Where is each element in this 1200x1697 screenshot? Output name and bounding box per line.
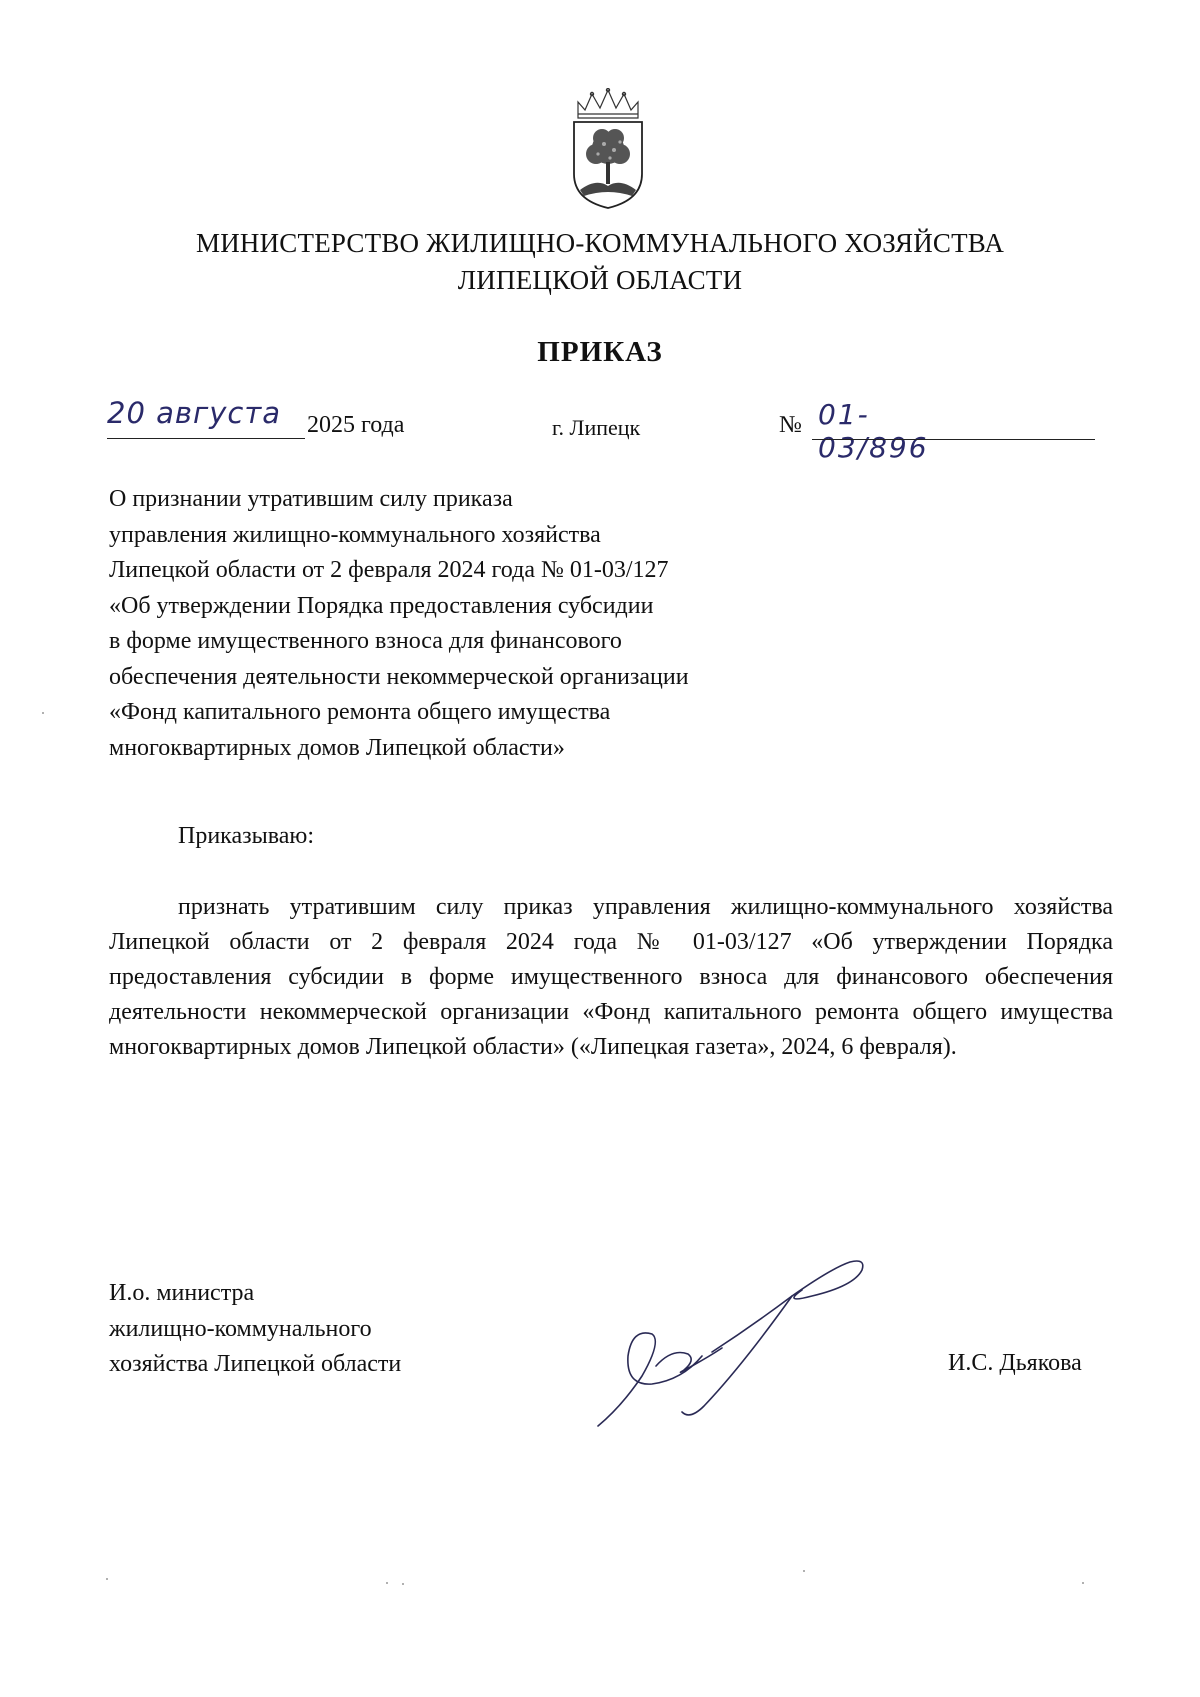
number-underline bbox=[812, 439, 1095, 440]
document-type-title: ПРИКАЗ bbox=[537, 336, 663, 368]
subject-line: Липецкой области от 2 февраля 2024 года № 01-03/127 bbox=[109, 557, 669, 583]
date-underline bbox=[107, 438, 305, 439]
number-label: № bbox=[779, 412, 802, 438]
date-year: 2025 года bbox=[307, 412, 405, 438]
subject-line: «Фонд капитального ремонта общего имущества bbox=[109, 699, 611, 725]
scan-speck bbox=[106, 1578, 108, 1580]
subject-line: многоквартирных домов Липецкой области» bbox=[109, 734, 565, 761]
order-directive-word: Приказываю: bbox=[178, 823, 314, 849]
scan-speck bbox=[402, 1583, 404, 1585]
scan-speck bbox=[803, 1570, 805, 1572]
city-name: г. Липецк bbox=[552, 415, 641, 440]
scan-speck bbox=[42, 712, 44, 714]
position-line: хозяйства Липецкой области bbox=[109, 1351, 402, 1377]
subject-line: обеспечения деятельности некоммерческой организации bbox=[109, 663, 689, 690]
handwritten-order-number: 01-03/896 bbox=[818, 398, 929, 464]
subject-line: О признании утратившим силу приказа bbox=[109, 486, 513, 512]
subject-line: в форме имущественного взноса для финансового bbox=[109, 628, 622, 654]
position-line: И.о. министра bbox=[109, 1280, 255, 1306]
lipetsk-coat-of-arms-icon bbox=[568, 88, 648, 212]
scan-speck bbox=[386, 1582, 388, 1584]
signer-name: И.С. Дьякова bbox=[948, 1350, 1082, 1376]
order-subject bbox=[109, 482, 829, 766]
ministry-name-line-1: МИНИСТЕРСТВО ЖИЛИЩНО-КОММУНАЛЬНОГО ХОЗЯЙСТВА bbox=[195, 228, 1005, 258]
scan-speck bbox=[1082, 1582, 1084, 1584]
subject-line: «Об утверждении Порядка предоставления субсидии bbox=[109, 592, 654, 619]
signatory-position bbox=[109, 1276, 529, 1383]
ministry-name-line-2: ЛИПЕЦКОЙ ОБЛАСТИ bbox=[457, 265, 743, 295]
handwritten-signature-icon bbox=[592, 1256, 912, 1432]
order-body-paragraph: признать утратившим силу приказ управления жилищно-коммунального хозяйства Липецкой области от 2 февраля 2024 года № 01-03/127 «Об утверждении Порядка предоставления субсидии в форме имущественного взноса для финансового обеспечения деятельности некоммерческой организации «Фонд капитального ремонта общего имущества многоквартирных домов Липецкой области» («Липецкая газета», 2024, 6 февраля). bbox=[109, 894, 1113, 1060]
handwritten-date: 20 августа bbox=[107, 396, 281, 430]
subject-line: управления жилищно-коммунального хозяйства bbox=[109, 521, 601, 548]
position-line: жилищно-коммунального bbox=[109, 1315, 372, 1342]
